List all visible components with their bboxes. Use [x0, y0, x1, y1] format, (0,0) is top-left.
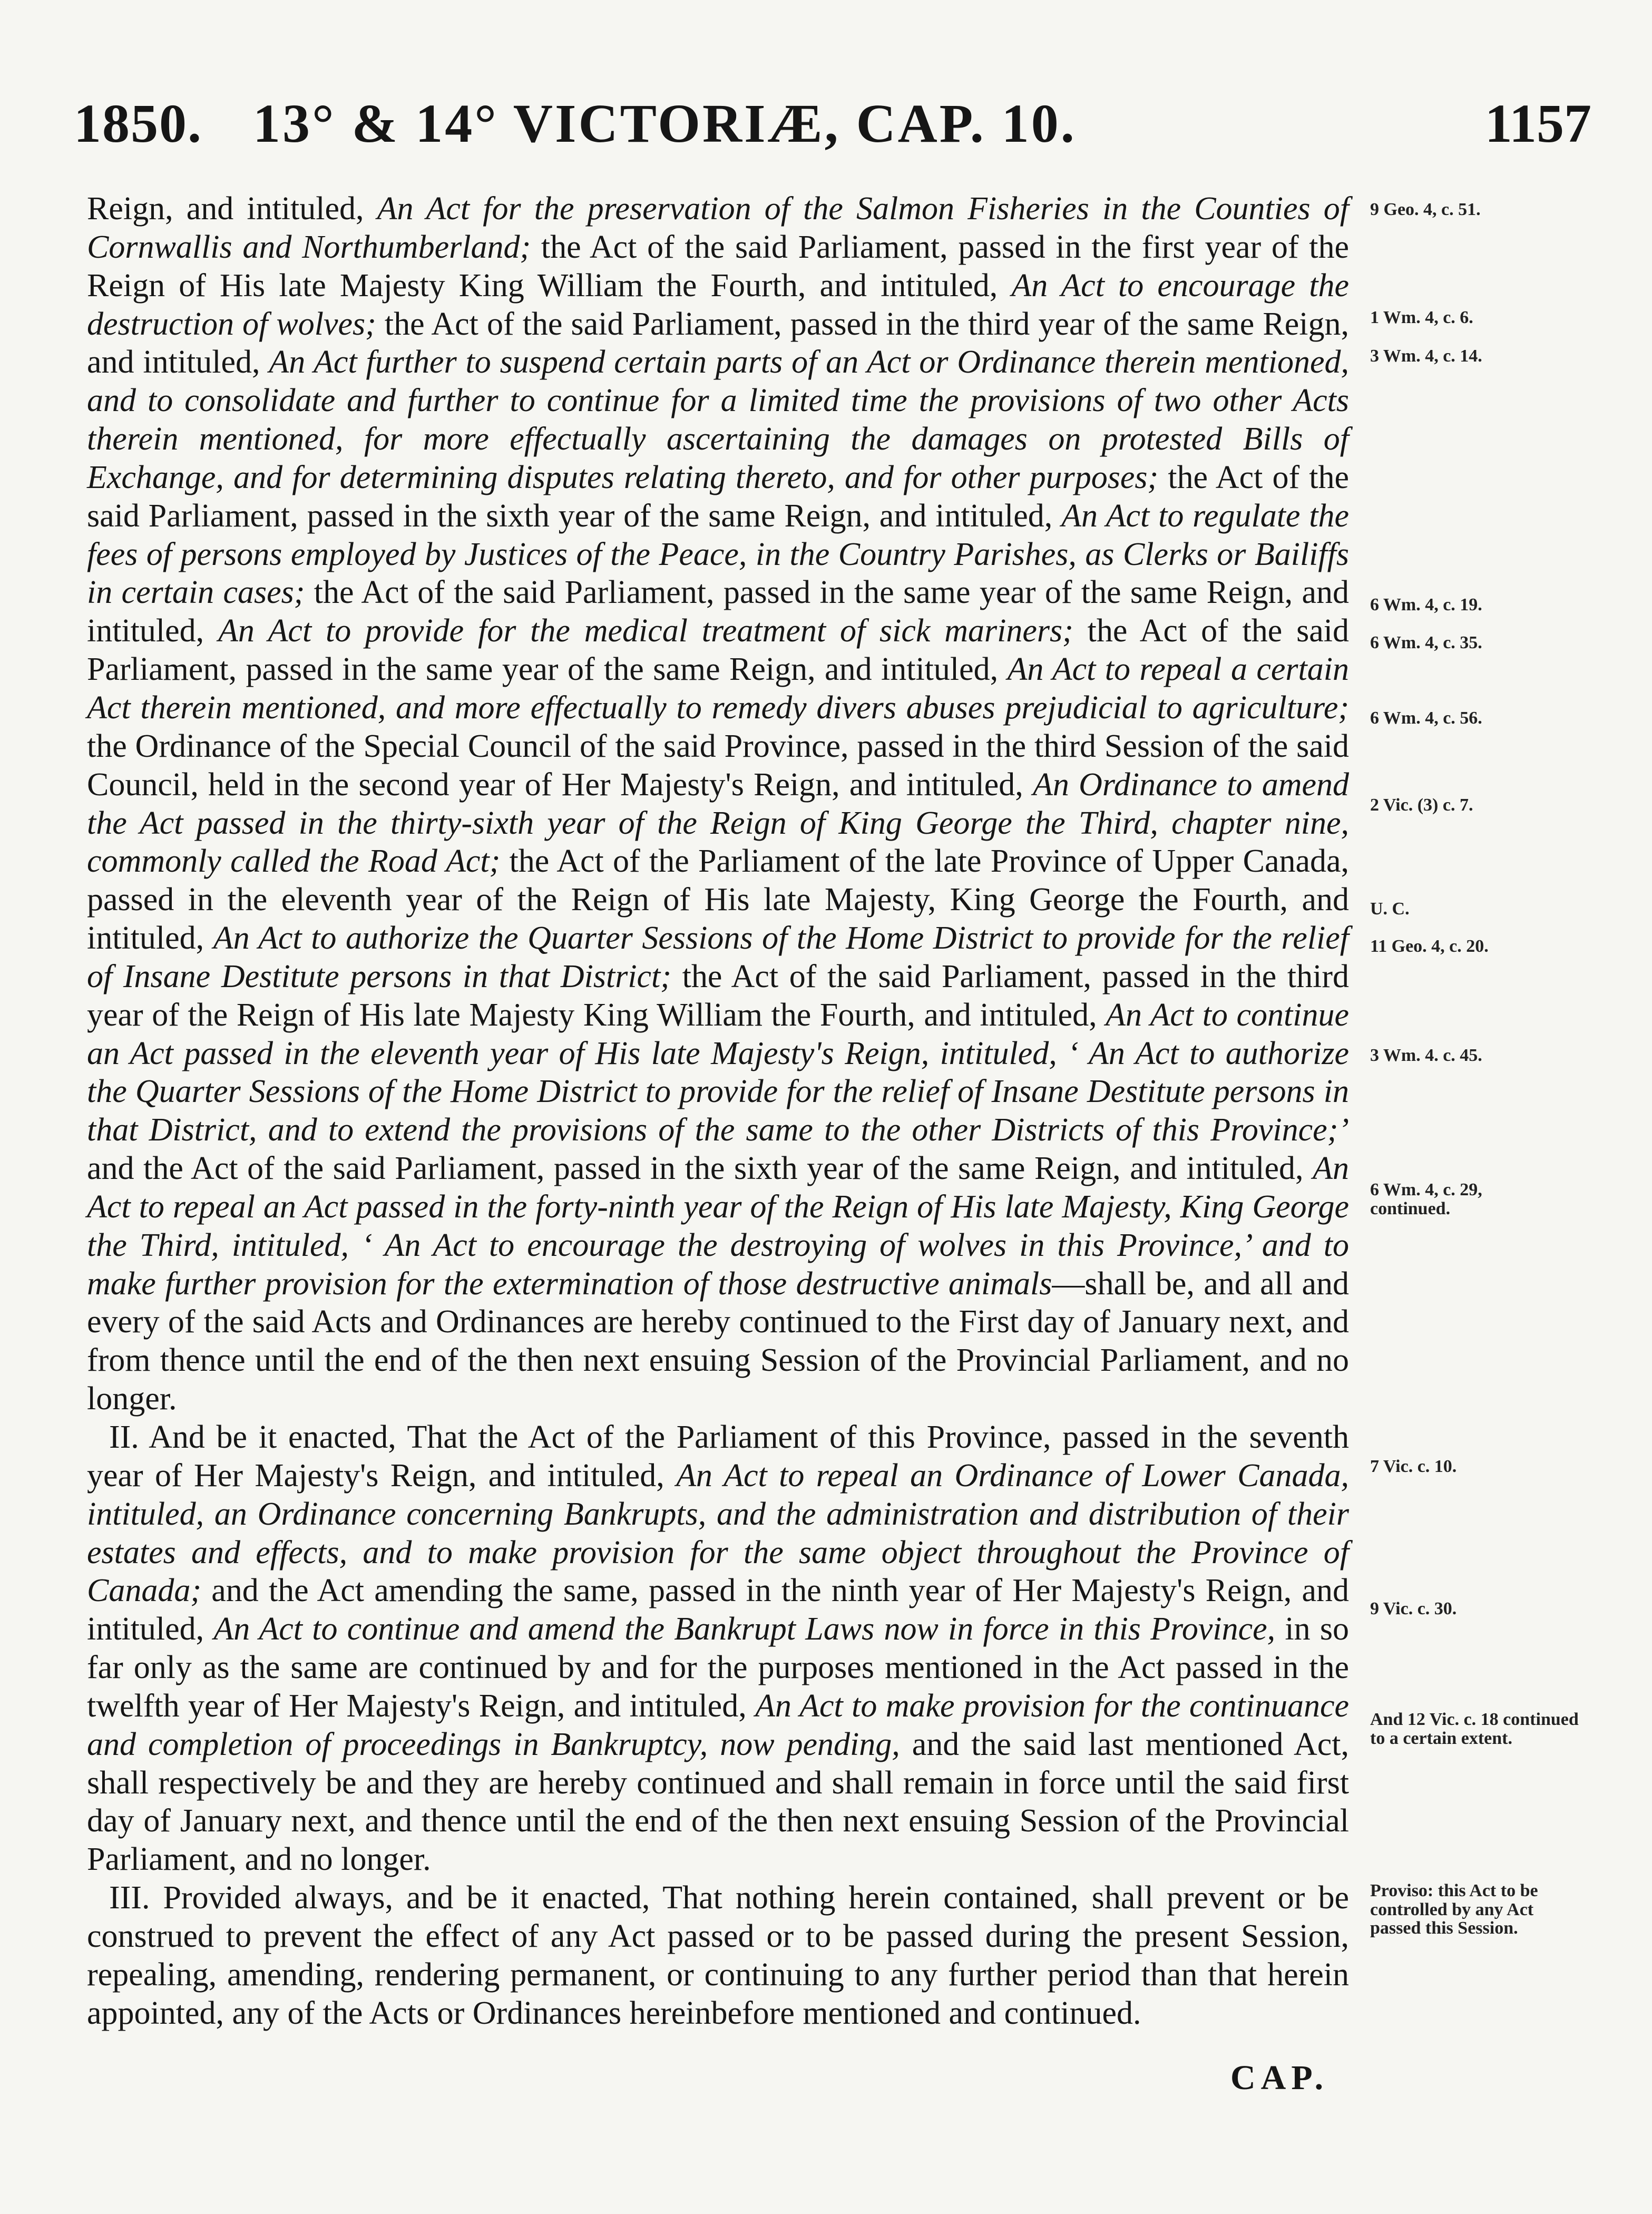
margin-note: 1 Wm. 4, c. 6.: [1370, 308, 1473, 327]
margin-note: 7 Vic. c. 10.: [1370, 1457, 1457, 1476]
act-title-text: An Act to repeal an Act passed in the forty-ninth year of the Reign of His late Majesty, King George the Third, intituled, ‘ An Act to encourage the destroying of wolves in this Province,’ and to make further provision for the extermination of those destructive animals: [87, 1150, 1349, 1302]
margin-note: 2 Vic. (3) c. 7.: [1370, 795, 1473, 815]
margin-note: U. C.: [1370, 899, 1410, 919]
margin-note: And 12 Vic. c. 18 continued to a certain extent.: [1370, 1710, 1579, 1748]
paragraph-text: the Ordinance of the Special Council of the said Province, passed in the third Session of the said Council, held in the second year of Her Majesty's Reign, and intituled,: [87, 728, 1349, 803]
page-number: 1157: [1484, 93, 1591, 154]
paragraph-text: the Act of the Parliament of the late Province of Upper Canada, passed in the eleventh year of the Reign of His late Majesty, King George the Fourth, and intituled,: [87, 843, 1349, 957]
margin-note: 3 Wm. 4, c. 14.: [1370, 346, 1482, 366]
section-3-paragraph: [87, 1879, 1349, 2032]
section-2-paragraph: [87, 1418, 1349, 1879]
margin-note: Proviso: this Act to be controlled by any Act passed this Session.: [1370, 1881, 1538, 1938]
act-title-text: An Act to repeal a certain Act therein mentioned, and more effectually to remedy divers abuses prejudicial to agriculture;: [87, 651, 1349, 726]
body-text: [87, 190, 1349, 2033]
paragraph-text: the Act of the said Parliament, passed in the same year of the same Reign, and intituled,: [87, 574, 1350, 649]
act-title-text: An Act further to suspend certain parts of an Act or Ordinance therein mentioned, and to consolidate and further to continue for a limited time the provisions of two other Acts therein mentioned, for more effectually ascertaining the damages on protested Bills of Exchange, and for determining disputes relating thereto, and for other purposes;: [87, 344, 1350, 495]
margin-note: 6 Wm. 4, c. 56.: [1370, 708, 1482, 728]
paragraph-text: the Act of the said Parliament, passed in the first year of the Reign of His late Majesty King William the Fourth, and intituled,: [87, 229, 1350, 304]
act-title-text: An Act to authorize the Quarter Sessions of the Home District to provide for the relief of Insane Destitute persons in that District;: [87, 920, 1349, 994]
paragraph-text: —shall be, and all and every of the said Acts and Ordinances are hereby continued to the First day of January next, and from thence until the end of the then next ensuing Session of the Provincial Parliament, and no longer.: [87, 1265, 1350, 1417]
running-header: [74, 92, 1591, 171]
act-title-text: An Act for the preservation of the Salmon Fisheries in the Counties of Cornwallis and Northumberland;: [87, 191, 1350, 265]
paragraph-continued: [87, 190, 1349, 1418]
paragraph-text: and the Act of the said Parliament, passed in the sixth year of the same Reign, and intituled,: [87, 1150, 1313, 1187]
margin-note: 6 Wm. 4, c. 35.: [1370, 633, 1482, 652]
paragraph-text: III. Provided always, and be it enacted, That nothing herein contained, shall prevent or be construed to prevent the effect of any Act passed or to be passed during the present Session, repealing, amending, rendering permanent, or continuing to any further period than that herein appointed, any of the Acts or Ordinances hereinbefore mentioned and continued.: [87, 1880, 1349, 2031]
act-title-text: An Act to make provision for the continuance and completion of proceedings in Bankruptcy, now pending,: [87, 1688, 1349, 1762]
act-title-text: An Ordinance to amend the Act passed in the thirty-sixth year of the Reign of King George the Third, chapter nine, commonly called the Road Act;: [87, 766, 1349, 880]
paragraph-text: and the said last mentioned Act, shall respectively be and they are hereby continued and shall remain in force until the said first day of January next, and thence until the end of the then next ensuing Session of the Provincial Parliament, and no longer.: [87, 1726, 1349, 1878]
paragraph-text: the Act of the said Parliament, passed in the sixth year of the same Reign, and intituled,: [87, 459, 1349, 534]
paragraph-text: Reign, and intituled,: [87, 191, 377, 227]
paragraph-text: the Act of the said Parliament, passed in the third year of the same Reign, and intituled,: [87, 306, 1349, 381]
act-title-text: An Act to encourage the destruction of wolves;: [87, 267, 1349, 342]
margin-note: 9 Geo. 4, c. 51.: [1370, 200, 1481, 219]
act-title-text: An Act to provide for the medical treatment of sick mariners;: [218, 613, 1073, 649]
paragraph-text: and the Act amending the same, passed in the ninth year of Her Majesty's Reign, and intituled,: [87, 1573, 1349, 1647]
paragraph-text: II. And be it enacted, That the Act of the Parliament of this Province, passed in the seventh year of Her Majesty's Reign, and intituled,: [87, 1419, 1349, 1494]
header-year: 1850.: [74, 93, 202, 154]
margin-note: 9 Vic. c. 30.: [1370, 1599, 1457, 1618]
margin-note: 3 Wm. 4. c. 45.: [1370, 1046, 1482, 1065]
act-title-text: An Act to repeal an Ordinance of Lower Canada, intituled, an Ordinance concerning Bankrupts, and the administration and distribution of their estates and effects, and to make provision for the same object throughout the Province of Canada;: [87, 1457, 1350, 1609]
act-title-text: An Act to continue and amend the Bankrupt Laws now in force in this Province,: [213, 1611, 1276, 1647]
paragraph-text: the Act of the said Parliament, passed in the same year of the same Reign, and intituled,: [87, 613, 1349, 688]
margin-note: 11 Geo. 4, c. 20.: [1370, 937, 1489, 956]
catchword: CAP.: [1230, 2059, 1329, 2097]
header-title: 13° & 14° VICTORIÆ, CAP. 10.: [253, 93, 1077, 154]
margin-note: 6 Wm. 4, c. 29, continued.: [1370, 1180, 1482, 1218]
act-title-text: An Act to continue an Act passed in the eleventh year of His late Majesty's Reign, intituled, ‘ An Act to authorize the Quarter Sessions of the Home District to provide for the relief of Insane Destitute persons in that District, and to extend the provisions of the same to the other Districts of this Province;’: [87, 997, 1349, 1148]
act-title-text: An Act to regulate the fees of persons employed by Justices of the Peace, in the Country Parishes, as Clerks or Bailiffs in certain cases;: [87, 498, 1349, 611]
margin-note: 6 Wm. 4, c. 19.: [1370, 595, 1482, 615]
paragraph-text: the Act of the said Parliament, passed in the third year of the Reign of His late Majesty King William the Fourth, and intituled,: [87, 958, 1349, 1033]
paragraph-text: in so far only as the same are continued by and for the purposes mentioned in the Act passed in the twelfth year of Her Majesty's Reign, and intituled,: [87, 1611, 1350, 1724]
